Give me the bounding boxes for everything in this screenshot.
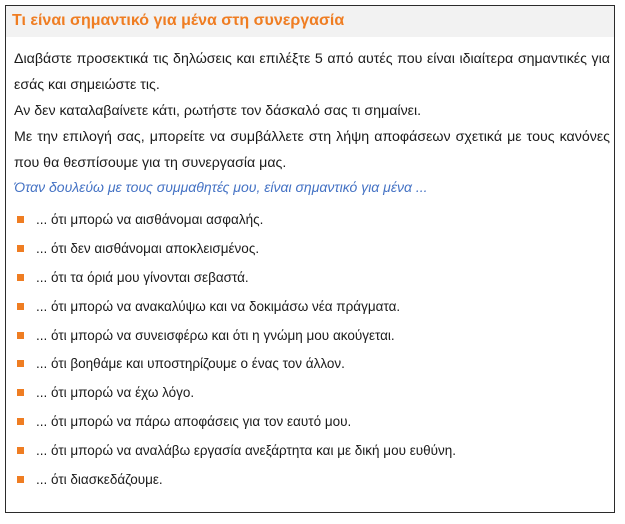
list-item-text: ... ότι μπορώ να έχω λόγο. <box>36 385 195 401</box>
page-title: Τι είναι σημαντικό για μένα στη συνεργασία <box>12 12 345 29</box>
list-item-text: ... ότι δεν αισθάνομαι αποκλεισμένος. <box>36 240 260 256</box>
list-item <box>0 354 625 383</box>
list-item <box>0 297 625 326</box>
list-intro: Όταν δουλεύω με τους συμμαθητές μου, είναι σημαντικό για μένα ... <box>14 179 428 195</box>
list-item <box>0 383 625 412</box>
instruction-paragraph-1: Διαβάστε προσεκτικά τις δηλώσεις και επιλέξτε 5 από αυτές που είναι ιδιαίτερα σημαντικές για εσάς και σημειώστε τις. <box>14 51 610 93</box>
list-item-text: ... ότι μπορώ να πάρω αποφάσεις για τον εαυτό μου. <box>36 414 352 430</box>
list-item-text: ... ότι μπορώ να αισθάνομαι ασφαλής. <box>36 212 264 227</box>
list-item <box>0 470 625 499</box>
instruction-paragraph-3: Με την επιλογή σας, μπορείτε να συμβάλλετε στη λήψη αποφάσεων σχετικά με τους κανόνες που θα θεσπίσουμε για τη συνεργασία μας. <box>14 129 610 171</box>
square-bullet-icon <box>17 389 24 396</box>
list-item <box>0 412 625 441</box>
list-item <box>0 441 625 470</box>
square-bullet-icon <box>17 332 24 339</box>
square-bullet-icon <box>17 245 24 252</box>
square-bullet-icon <box>17 476 24 483</box>
statement-list <box>0 210 625 499</box>
square-bullet-icon <box>17 274 24 281</box>
square-bullet-icon <box>17 447 24 454</box>
list-item <box>0 268 625 297</box>
list-item-text: ... ότι βοηθάμε και υποστηρίζουμε ο ένας τον άλλον. <box>36 356 345 372</box>
list-item-text: ... ότι μπορώ να αναλάβω εργασία ανεξάρτητα και με δική μου ευθύνη. <box>36 443 457 459</box>
list-item <box>0 326 625 355</box>
instruction-paragraph-2: Αν δεν καταλαβαίνετε κάτι, ρωτήστε τον δάσκαλό σας τι σημαίνει. <box>14 103 422 119</box>
list-item-text: ... ότι μπορώ να συνεισφέρω και ότι η γνώμη μου ακούγεται. <box>36 327 395 343</box>
square-bullet-icon <box>17 303 24 310</box>
list-item-text: ... ότι διασκεδάζουμε. <box>36 472 163 488</box>
square-bullet-icon <box>17 216 24 223</box>
list-item-text: ... ότι μπορώ να ανακαλύψω και να δοκιμάσω νέα πράγματα. <box>36 298 401 314</box>
list-item <box>0 210 625 239</box>
list-item-text: ... ότι τα όριά μου γίνονται σεβαστά. <box>36 269 249 285</box>
square-bullet-icon <box>17 418 24 425</box>
list-item <box>0 239 625 268</box>
square-bullet-icon <box>17 360 24 367</box>
